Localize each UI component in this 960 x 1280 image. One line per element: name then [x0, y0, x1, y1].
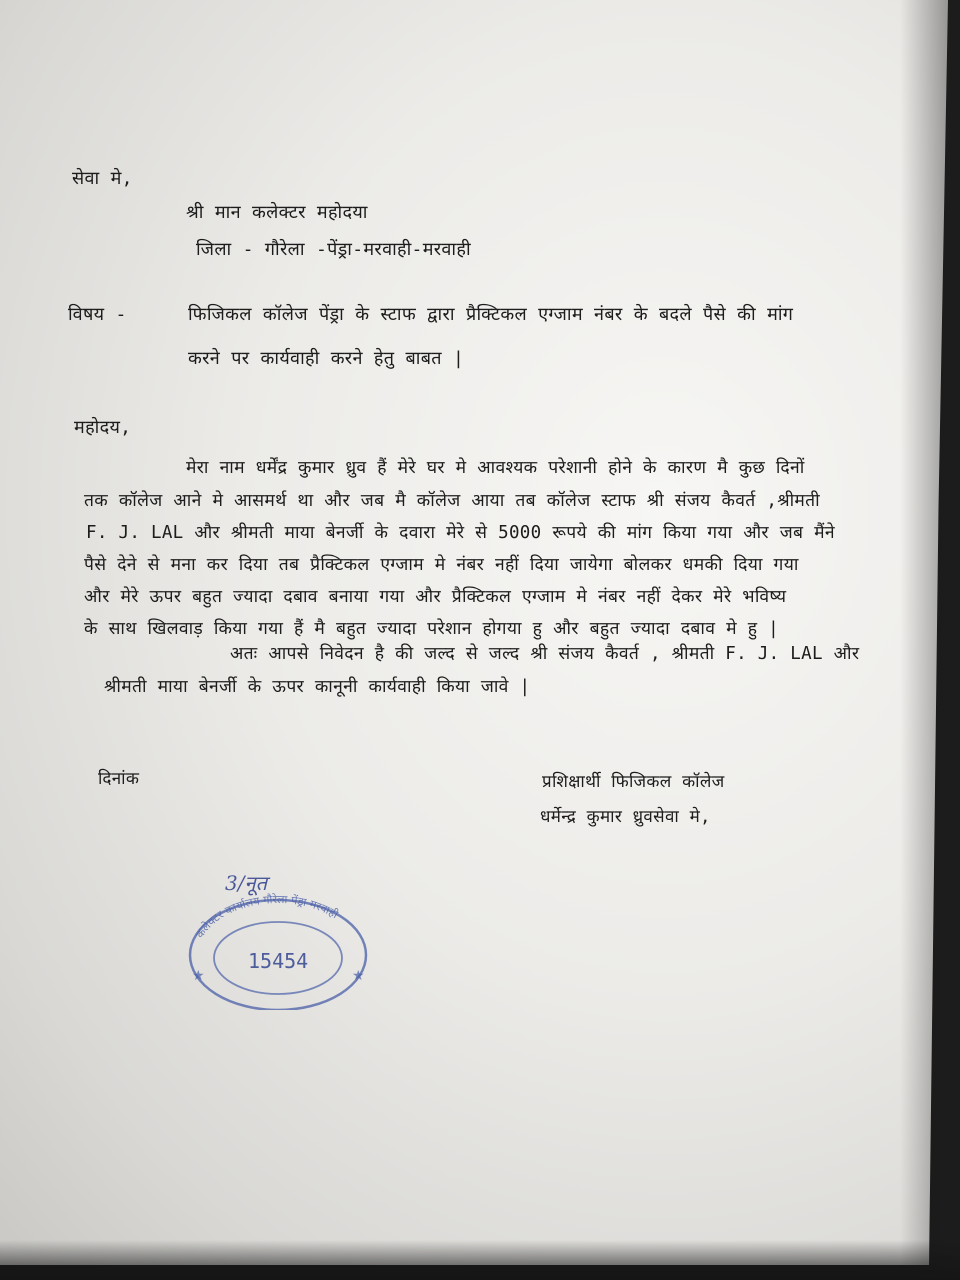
body-line: श्रीमती माया बेनर्जी के ऊपर कानूनी कार्यवाही किया जावे | [104, 677, 531, 697]
body-line: के साथ खिलवाड़ किया गया हैं मै बहुत ज्यादा परेशान होगया हु और बहुत ज्यादा दबाव मे हु | [84, 619, 779, 639]
subject-label: विषय - [68, 304, 127, 325]
salutation: सेवा मे, [72, 168, 133, 189]
subject-line-1: फिजिकल कॉलेज पेंड्रा के स्टाफ द्वारा प्रैक्टिकल एग्जाम नंबर के बदले पैसे की मांग [188, 304, 794, 325]
greeting: महोदय, [74, 417, 132, 438]
bottom-shadow [0, 1240, 960, 1280]
recipient-line-2: जिला - गौरेला -पेंड्रा-मरवाही-मरवाही [196, 239, 471, 260]
body-line: F. J. LAL और श्रीमती माया बेनर्जी के दवारा मेरे से 5000 रूपये की मांग किया गया और जब मैंने [86, 523, 835, 543]
body-line: तक कॉलेज आने मे आसमर्थ था और जब मै कॉलेज आया तब कॉलेज स्टाफ श्री संजय कैवर्त ,श्रीमती [84, 491, 820, 511]
stamp-handwriting: 3/नूत [225, 871, 267, 895]
right-shadow [900, 0, 960, 1280]
signature-line-2: धर्मेन्द्र कुमार ध्रुवसेवा मे, [540, 807, 711, 827]
date-label: दिनांक [98, 769, 140, 789]
subject-line-2: करने पर कार्यवाही करने हेतु बाबत | [188, 348, 465, 369]
stamp-number: 15454 [248, 949, 309, 973]
signature-line-1: प्रशिक्षार्थी फिजिकल कॉलेज [542, 772, 725, 792]
stamp-ring-text: कलेक्टर कार्यालय गौरेला पेंड्रा मरवाही [193, 892, 341, 941]
office-stamp [170, 860, 380, 1010]
body-line: पैसे देने से मना कर दिया तब प्रैक्टिकल एग्जाम मे नंबर नहीं दिया जायेगा बोलकर धमकी दिया गया [84, 555, 799, 575]
body-line: और मेरे ऊपर बहुत ज्यादा दबाव बनाया गया और प्रैक्टिकल एग्जाम मे नंबर नहीं देकर मेरे भविष्य [84, 587, 787, 607]
body-line: अतः आपसे निवेदन है की जल्द से जल्द श्री संजय कैवर्त , श्रीमती F. J. LAL और [230, 644, 860, 664]
stamp-star-icon: ★ [192, 968, 205, 984]
recipient-line-1: श्री मान कलेक्टर महोदया [186, 202, 368, 223]
stamp-star-icon: ★ [352, 968, 365, 984]
body-line: मेरा नाम धर्मेंद्र कुमार ध्रुव हैं मेरे घर मे आवश्यक परेशानी होने के कारण मै कुछ दिनों [186, 458, 805, 478]
